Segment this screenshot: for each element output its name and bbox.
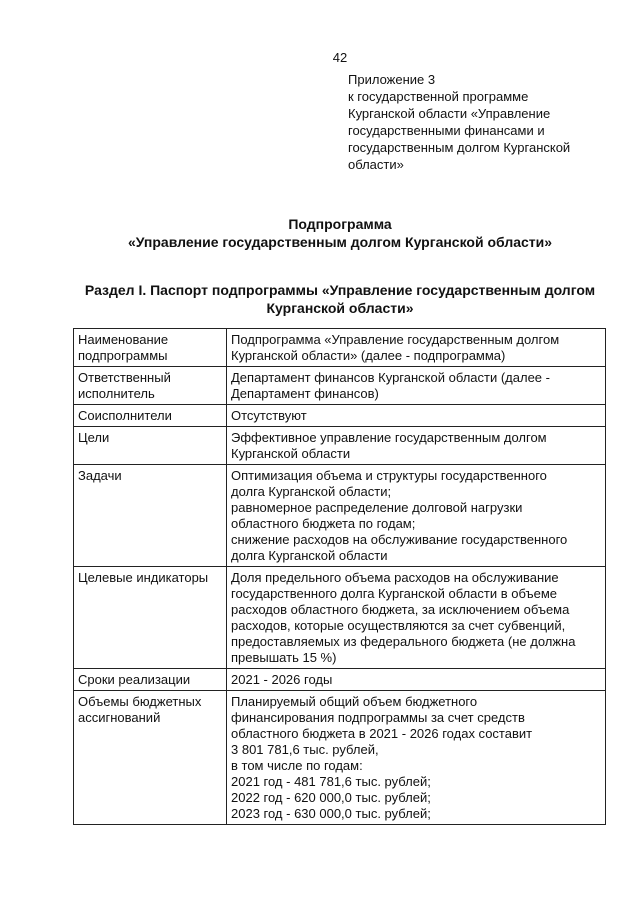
cell-line: исполнитель <box>78 386 155 401</box>
cell-line: Курганской области» (далее - подпрограмма) <box>231 348 506 363</box>
section-title-line: Курганской области» <box>266 300 414 316</box>
row-label <box>74 691 227 825</box>
cell-line: Объемы бюджетных <box>78 694 202 709</box>
cell-line: долга Курганской области; <box>231 484 392 499</box>
row-value <box>227 427 606 465</box>
cell-line: государственного долга Курганской области в объеме <box>231 586 558 601</box>
cell-line: Соисполнители <box>78 408 172 423</box>
row-value <box>227 329 606 367</box>
table-row <box>74 567 606 669</box>
cell-line: Подпрограмма «Управление государственным долгом <box>231 332 560 347</box>
appendix-line: области» <box>348 157 404 172</box>
row-label <box>74 405 227 427</box>
cell-line: Наименование <box>78 332 169 347</box>
table-row <box>74 367 606 405</box>
cell-line: Департамент финансов Курганской области (далее - <box>231 370 550 385</box>
cell-line: Доля предельного объема расходов на обслуживание <box>231 570 559 585</box>
row-value <box>227 669 606 691</box>
row-label <box>74 329 227 367</box>
table-row <box>74 691 606 825</box>
row-label <box>74 367 227 405</box>
row-label <box>74 465 227 567</box>
row-value <box>227 691 606 825</box>
cell-line: ассигнований <box>78 710 161 725</box>
page-number: 42 <box>332 50 348 65</box>
cell-line: 2022 год - 620 000,0 тыс. рублей; <box>231 790 431 805</box>
cell-line: превышать 15 %) <box>231 650 337 665</box>
cell-line: 2021 год - 481 781,6 тыс. рублей; <box>231 774 431 789</box>
row-value <box>227 405 606 427</box>
subprogram-title <box>0 215 640 251</box>
table-row <box>74 465 606 567</box>
cell-line: 3 801 781,6 тыс. рублей, <box>231 742 379 757</box>
cell-line: Сроки реализации <box>78 672 191 687</box>
cell-line: Департамент финансов) <box>231 386 379 401</box>
row-value <box>227 567 606 669</box>
cell-line: долга Курганской области <box>231 548 388 563</box>
appendix-line: Приложение 3 <box>348 72 436 87</box>
cell-line: Ответственный <box>78 370 171 385</box>
subprogram-title-line: Подпрограмма <box>288 216 392 232</box>
cell-line: Отсутствуют <box>231 408 307 423</box>
appendix-line: к государственной программе <box>348 89 529 104</box>
cell-line: 2021 - 2026 годы <box>231 672 333 687</box>
appendix-note <box>348 71 608 173</box>
cell-line: Планируемый общий объем бюджетного <box>231 694 478 709</box>
cell-line: областного бюджета в 2021 - 2026 годах составит <box>231 726 533 741</box>
table-row <box>74 405 606 427</box>
cell-line: Цели <box>78 430 110 445</box>
row-value <box>227 465 606 567</box>
cell-line: 2023 год - 630 000,0 тыс. рублей; <box>231 806 431 821</box>
cell-line: Эффективное управление государственным долгом <box>231 430 547 445</box>
cell-line: Задачи <box>78 468 122 483</box>
row-value <box>227 367 606 405</box>
cell-line: финансирования подпрограммы за счет средств <box>231 710 525 725</box>
section-title-line: Раздел I. Паспорт подпрограммы «Управление государственным долгом <box>84 282 596 298</box>
cell-line: Целевые индикаторы <box>78 570 209 585</box>
section-title <box>0 281 640 317</box>
cell-line: равномерное распределение долговой нагрузки <box>231 500 523 515</box>
appendix-line: государственными финансами и <box>348 123 545 138</box>
cell-line: в том числе по годам: <box>231 758 363 773</box>
table-row <box>74 329 606 367</box>
cell-line: подпрограммы <box>78 348 168 363</box>
subprogram-title-line: «Управление государственным долгом Курганской области» <box>127 234 553 250</box>
cell-line: областного бюджета по годам; <box>231 516 416 531</box>
table-row <box>74 669 606 691</box>
cell-line: Оптимизация объема и структуры государственного <box>231 468 547 483</box>
cell-line: расходов областного бюджета, за исключением объема <box>231 602 570 617</box>
appendix-line: Курганской области «Управление <box>348 106 551 121</box>
table-row <box>74 427 606 465</box>
cell-line: снижение расходов на обслуживание государственного <box>231 532 568 547</box>
cell-line: предоставляемых из федерального бюджета (не должна <box>231 634 576 649</box>
appendix-line: государственным долгом Курганской <box>348 140 571 155</box>
passport-table <box>73 328 606 825</box>
row-label <box>74 567 227 669</box>
row-label <box>74 427 227 465</box>
cell-line: Курганской области <box>231 446 351 461</box>
cell-line: расходов, которые осуществляются за счет субвенций, <box>231 618 566 633</box>
row-label <box>74 669 227 691</box>
